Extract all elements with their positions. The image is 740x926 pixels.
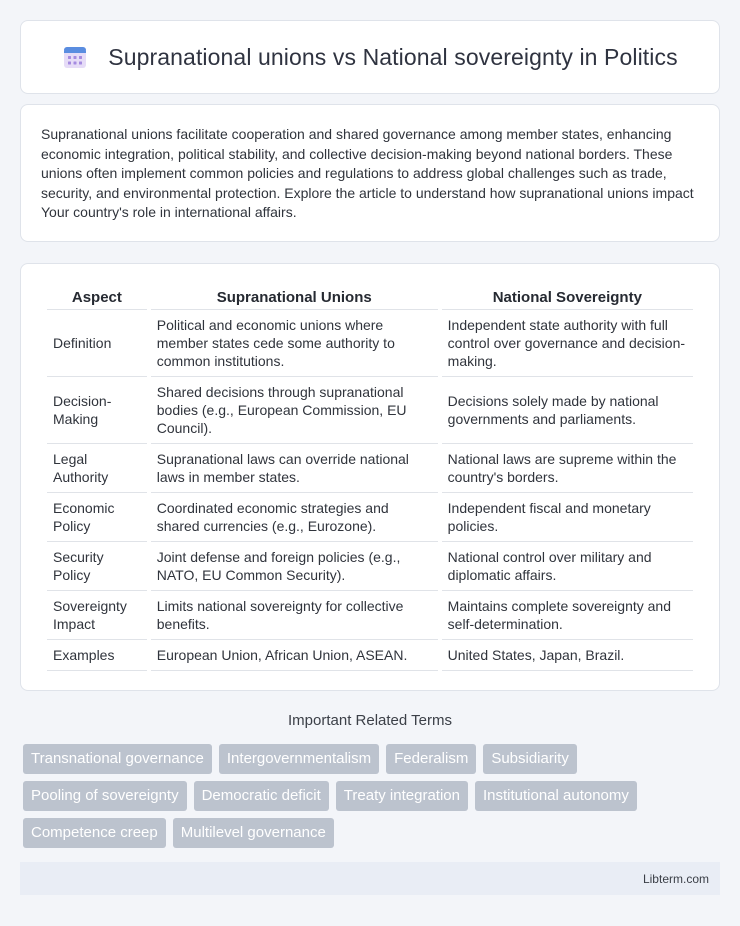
table-row: [47, 310, 693, 377]
cell-aspect: Decision-Making: [47, 377, 147, 444]
term-tag[interactable]: Competence creep: [23, 818, 166, 848]
intro-card: [20, 104, 720, 242]
term-tag[interactable]: Transnational governance: [23, 744, 212, 774]
title-wrap: [62, 44, 677, 71]
table-row: [47, 493, 693, 542]
comparison-table-card: [20, 263, 720, 691]
cell-national: Decisions solely made by national governments and parliaments.: [442, 377, 693, 444]
term-tag[interactable]: Democratic deficit: [194, 781, 329, 811]
cell-supranational: Supranational laws can override national laws in member states.: [151, 444, 438, 493]
cell-aspect: Security Policy: [47, 542, 147, 591]
table-row: [47, 377, 693, 444]
term-tag[interactable]: Pooling of sovereignty: [23, 781, 187, 811]
cell-supranational: Shared decisions through supranational bodies (e.g., European Commission, EU Council).: [151, 377, 438, 444]
cell-national: Independent state authority with full control over governance and decision-making.: [442, 310, 693, 377]
term-tag[interactable]: Treaty integration: [336, 781, 468, 811]
intro-text: Supranational unions facilitate cooperation and shared governance among member states, enhancing economic integration, political stability, and collective decision-making beyond national borders. These unions often implement common policies and regulations to address global challenges such as trade, security, and environmental protection. Explore the article to understand how supranational unions impact Your country's role in international affairs.: [41, 126, 694, 220]
calendar-grid-icon: [62, 44, 88, 70]
header-aspect: Aspect: [47, 284, 147, 310]
cell-aspect: Legal Authority: [47, 444, 147, 493]
cell-supranational: Political and economic unions where member states cede some authority to common institutions.: [151, 310, 438, 377]
related-terms-list: [23, 744, 723, 848]
footer: [20, 862, 720, 895]
cell-national: National laws are supreme within the country's borders.: [442, 444, 693, 493]
cell-aspect: Sovereignty Impact: [47, 591, 147, 640]
term-tag[interactable]: Subsidiarity: [483, 744, 577, 774]
cell-supranational: Limits national sovereignty for collective benefits.: [151, 591, 438, 640]
cell-aspect: Economic Policy: [47, 493, 147, 542]
cell-national: National control over military and diplomatic affairs.: [442, 542, 693, 591]
term-tag[interactable]: Federalism: [386, 744, 476, 774]
cell-national: United States, Japan, Brazil.: [442, 640, 693, 671]
cell-national: Maintains complete sovereignty and self-determination.: [442, 591, 693, 640]
cell-aspect: Definition: [47, 310, 147, 377]
table-row: [47, 542, 693, 591]
cell-national: Independent fiscal and monetary policies.: [442, 493, 693, 542]
term-tag[interactable]: Multilevel governance: [173, 818, 334, 848]
header-national: National Sovereignty: [442, 284, 693, 310]
footer-site-link[interactable]: Libterm.com: [642, 871, 709, 886]
table-row: [47, 591, 693, 640]
table-header-row: [47, 284, 693, 310]
cell-aspect: Examples: [47, 640, 147, 671]
table-row: [47, 640, 693, 671]
term-tag[interactable]: Intergovernmentalism: [219, 744, 379, 774]
header-card: [20, 20, 720, 94]
cell-supranational: European Union, African Union, ASEAN.: [151, 640, 438, 671]
header-supranational: Supranational Unions: [151, 284, 438, 310]
page-title: Supranational unions vs National sovereignty in Politics: [108, 43, 678, 70]
cell-supranational: Coordinated economic strategies and shared currencies (e.g., Eurozone).: [151, 493, 438, 542]
cell-supranational: Joint defense and foreign policies (e.g., NATO, EU Common Security).: [151, 542, 438, 591]
related-terms-heading: Important Related Terms: [288, 712, 452, 729]
term-tag[interactable]: Institutional autonomy: [475, 781, 637, 811]
table-row: [47, 444, 693, 493]
comparison-table: [43, 284, 697, 671]
